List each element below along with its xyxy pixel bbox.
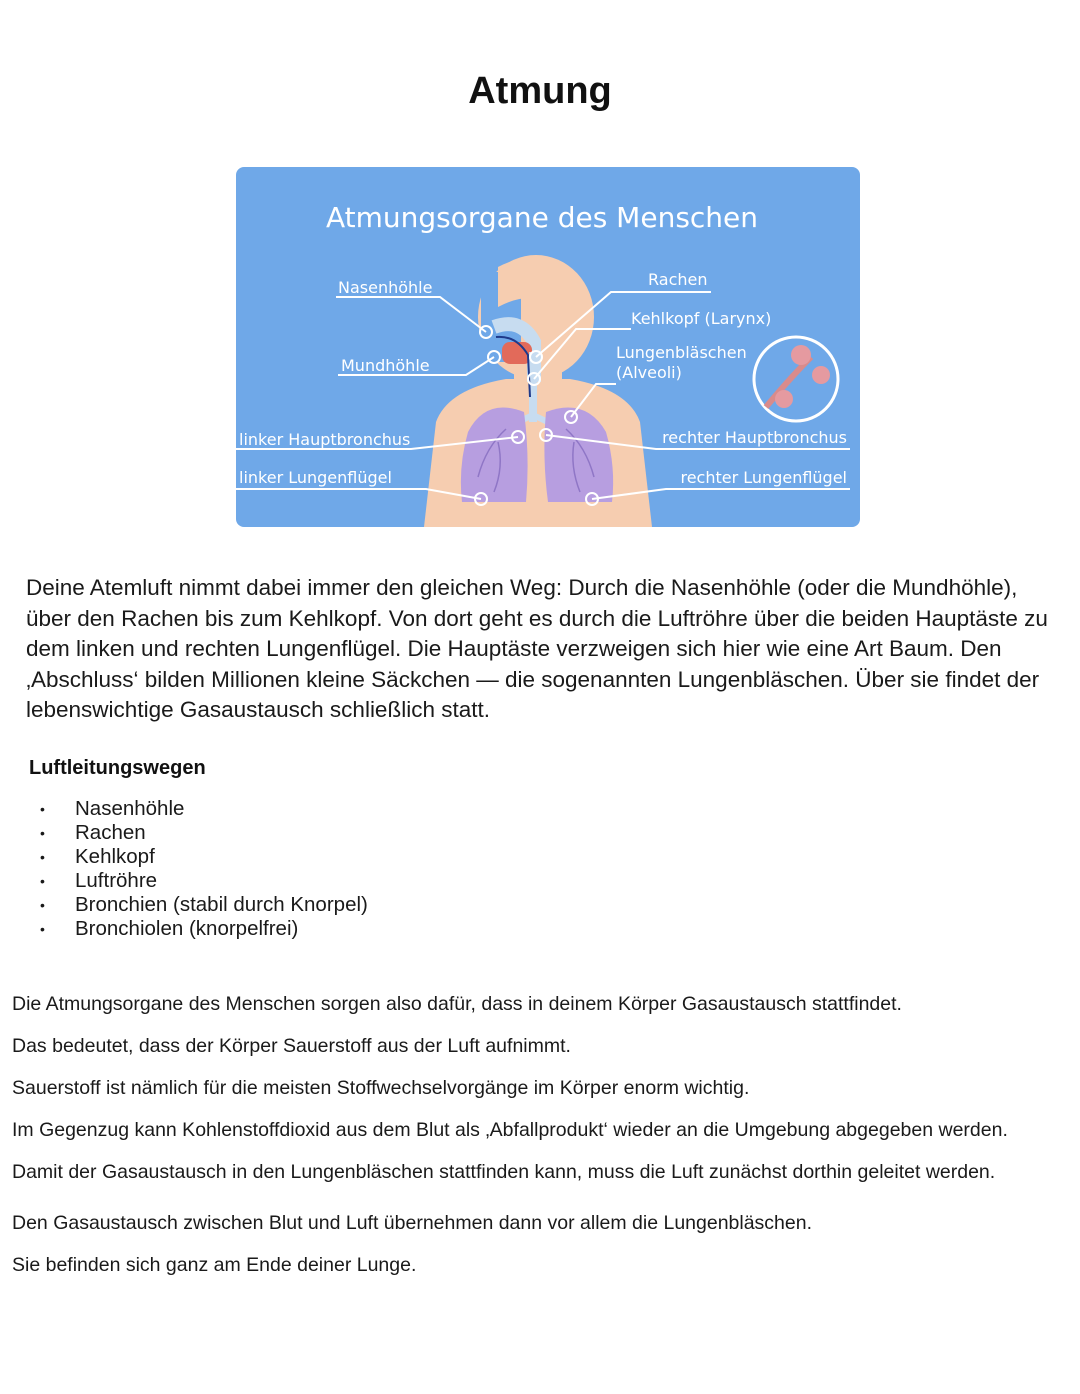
bullet-icon: •: [40, 849, 45, 865]
bullet-icon: •: [40, 897, 45, 913]
body-line: Sauerstoff ist nämlich für die meisten Stoffwechselvorgänge im Körper enorm wichtig.: [12, 1077, 750, 1099]
bullet-icon: •: [40, 921, 45, 937]
label-lungenblaeschen: Lungenbläschen: [616, 343, 747, 362]
list-item: • Bronchien (stabil durch Knorpel): [40, 893, 368, 916]
bullet-icon: •: [40, 825, 45, 841]
label-rachen: Rachen: [648, 270, 708, 289]
body-silhouette: [424, 255, 652, 527]
alveoli-inset: [754, 337, 838, 421]
list-item: • Nasenhöhle: [40, 797, 185, 820]
label-rechter-hauptbronchus: rechter Hauptbronchus: [662, 428, 847, 447]
airways-heading: Luftleitungswegen: [29, 757, 206, 779]
body-line: Die Atmungsorgane des Menschen sorgen also dafür, dass in deinem Körper Gasaustausch stattfindet.: [12, 993, 902, 1015]
respiratory-organs-diagram: [236, 167, 860, 527]
body-line: Damit der Gasaustausch in den Lungenbläschen stattfinden kann, muss die Luft zunächst dorthin geleitet werden.: [12, 1161, 996, 1183]
intro-paragraph: [26, 573, 1066, 726]
label-linker-hauptbronchus: linker Hauptbronchus: [239, 430, 411, 449]
label-mundhoehle: Mundhöhle: [341, 356, 430, 375]
airways-list: [40, 797, 368, 941]
label-kehlkopf: Kehlkopf (Larynx): [631, 309, 772, 328]
label-alveoli: (Alveoli): [616, 363, 682, 382]
body-line: Das bedeutet, dass der Körper Sauerstoff aus der Luft aufnimmt.: [12, 1035, 571, 1057]
body-line: Im Gegenzug kann Kohlenstoffdioxid aus dem Blut als ‚Abfallprodukt‘ wieder an die Umgebung abgegeben werden.: [12, 1119, 1008, 1141]
list-item: • Kehlkopf: [40, 845, 155, 868]
label-rechter-lungenfluegel: rechter Lungenflügel: [680, 468, 847, 487]
list-item: • Luftröhre: [40, 869, 158, 892]
body-line: Sie befinden sich ganz am Ende deiner Lunge.: [12, 1254, 417, 1276]
label-nasenhoehle: Nasenhöhle: [338, 278, 433, 297]
list-item: • Rachen: [40, 821, 146, 844]
bullet-icon: •: [40, 801, 45, 817]
list-item: • Bronchiolen (knorpelfrei): [40, 917, 299, 940]
body-line: Den Gasaustausch zwischen Blut und Luft übernehmen dann vor allem die Lungenbläschen.: [12, 1212, 813, 1234]
label-linker-lungenfluegel: linker Lungenflügel: [239, 468, 392, 487]
bullet-icon: •: [40, 873, 45, 889]
page-title: Atmung: [468, 70, 612, 112]
diagram-title: Atmungsorgane des Menschen: [325, 201, 759, 234]
intro-text: Deine Atemluft nimmt dabei immer den gleichen Weg: Durch die Nasenhöhle (oder die Mundhöhle), über den Rachen bis zum Kehlkopf. Von dort geht es durch die Luftröhre über die beiden Hauptäste zu dem linken und rechten Lungenflügel. Die Hauptäste verzweigen sich hier wie eine Art Baum. Den ‚Abschluss‘ bilden Millionen kleine Säckchen — die sogenannten Lungenbläschen. Über sie findet der lebenswichtige Gasaustausch schließlich statt.: [26, 575, 1048, 722]
